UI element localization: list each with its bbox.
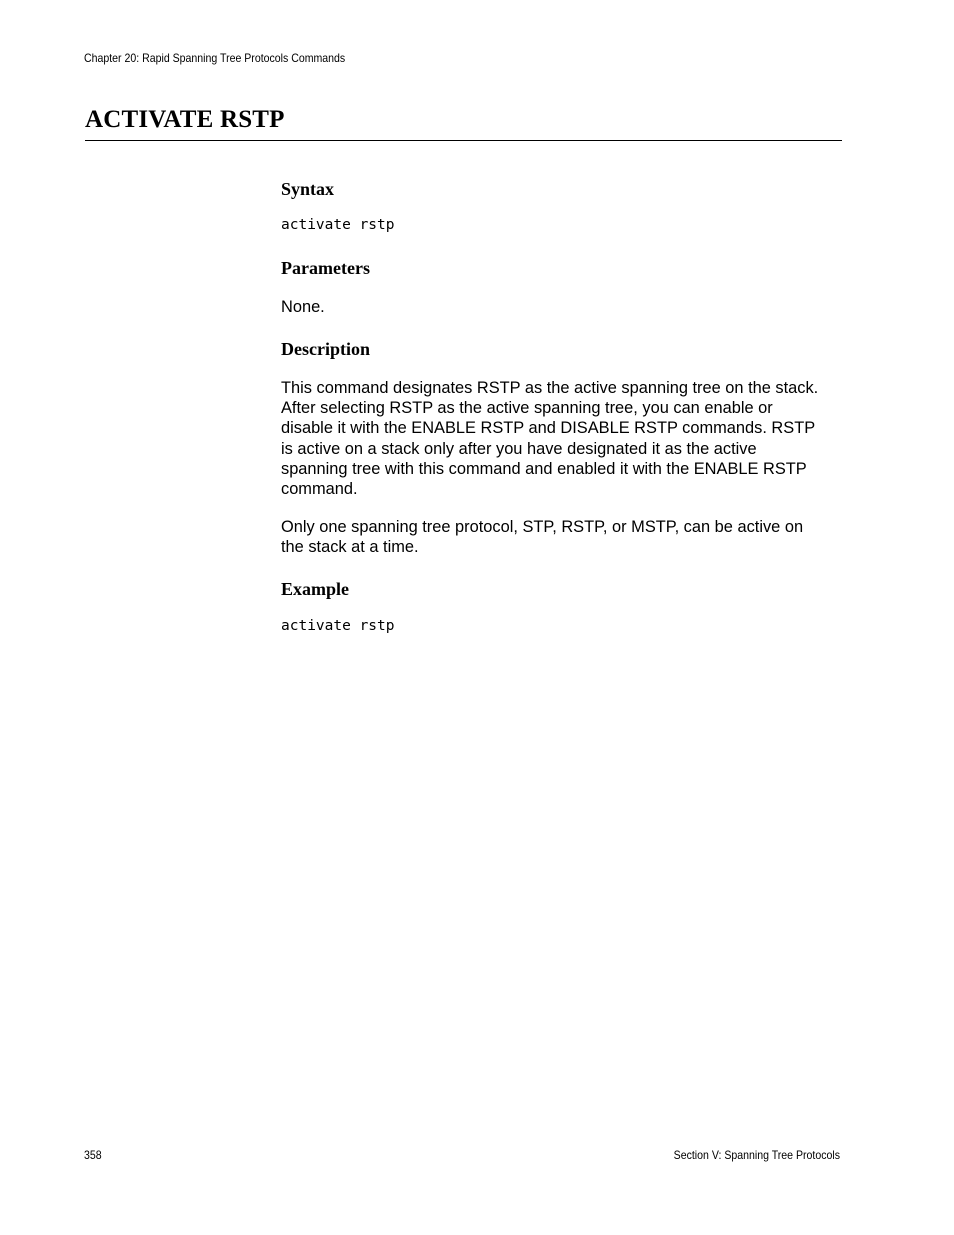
parameters-heading: Parameters <box>281 258 370 278</box>
footer-section: Section V: Spanning Tree Protocols <box>673 1148 840 1162</box>
example-heading: Example <box>281 579 350 599</box>
description-paragraph-1 <box>281 378 851 499</box>
page-title: ACTIVATE RSTP <box>85 106 285 133</box>
example-code: activate rstp <box>281 618 395 634</box>
text-line: is active on a stack only after you have designated it as the active <box>281 439 757 458</box>
syntax-heading: Syntax <box>281 179 335 199</box>
description-paragraph-2 <box>281 517 851 557</box>
syntax-code: activate rstp <box>281 217 395 233</box>
parameters-text: None. <box>281 298 325 316</box>
text-line: After selecting RSTP as the active spanning tree, you can enable or <box>281 399 773 418</box>
description-heading: Description <box>281 339 370 359</box>
text-line: Only one spanning tree protocol, STP, RSTP, or MSTP, can be active on <box>281 518 804 536</box>
text-line: the stack at a time. <box>281 538 419 557</box>
title-divider <box>85 140 842 141</box>
text-line: command. <box>281 480 358 499</box>
page-number: 358 <box>84 1148 102 1162</box>
text-line: spanning tree with this command and enabled it with the ENABLE RSTP <box>281 459 807 478</box>
running-header: Chapter 20: Rapid Spanning Tree Protocols Commands <box>84 51 346 65</box>
text-line: This command designates RSTP as the active spanning tree on the stack. <box>281 379 819 397</box>
text-line: disable it with the ENABLE RSTP and DISABLE RSTP commands. RSTP <box>281 419 816 438</box>
